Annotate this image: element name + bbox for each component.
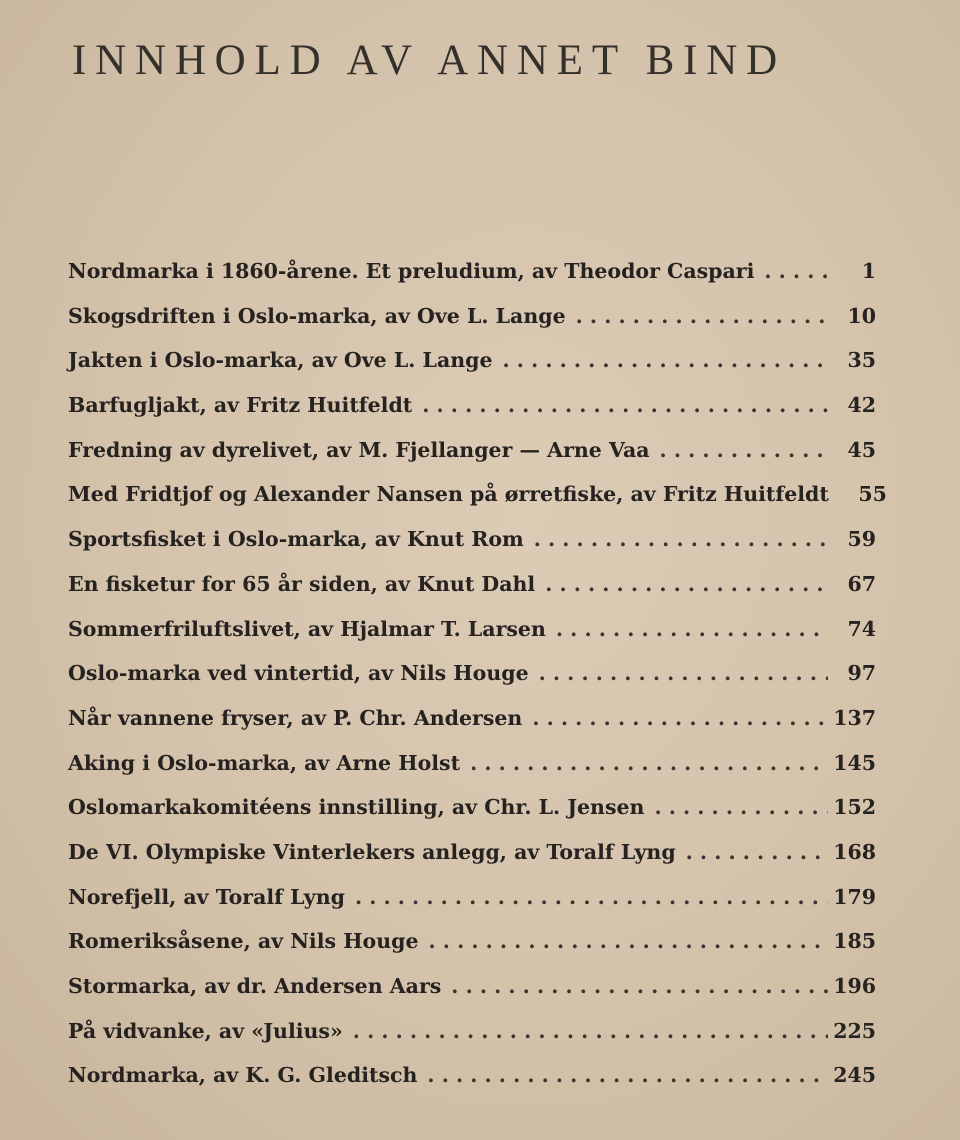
toc-entry-title: De VI. Olympiske Vinterlekers anlegg, av Toralf Lyng bbox=[68, 839, 676, 864]
toc-entry-title: Sportsfisket i Oslo-marka, av Knut Rom bbox=[68, 527, 524, 552]
dot-leader bbox=[532, 706, 828, 730]
dot-leader bbox=[451, 974, 828, 998]
toc-entry-title: Nordmarka i 1860-årene. Et preludium, av Theodor Caspari bbox=[68, 259, 755, 283]
toc-entry bbox=[68, 929, 876, 974]
toc-entry bbox=[68, 438, 876, 483]
toc-entry-title: Norefjell, av Toralf Lyng bbox=[68, 884, 345, 909]
toc-entry-title: På vidvanke, av «Julius» bbox=[68, 1018, 343, 1043]
toc-page-number: 179 bbox=[833, 884, 876, 909]
toc-entry-title: Barfugljakt, av Fritz Huitfeldt bbox=[68, 393, 413, 418]
toc-entry-title: Sommerfriluftslivet, av Hjalmar T. Larsen bbox=[68, 616, 546, 641]
toc-entry bbox=[68, 393, 876, 438]
toc-entry bbox=[68, 572, 876, 617]
dot-leader bbox=[686, 840, 828, 864]
toc-entry-title: Oslo-marka ved vintertid, av Nils Houge bbox=[68, 661, 529, 686]
table-of-contents bbox=[68, 259, 887, 1108]
toc-page-number: 35 bbox=[847, 348, 876, 373]
toc-page-number: 245 bbox=[833, 1063, 876, 1088]
toc-page-number: 137 bbox=[833, 705, 876, 730]
toc-entry bbox=[68, 1063, 876, 1108]
toc-entry bbox=[68, 527, 876, 572]
toc-page-number: 55 bbox=[858, 482, 887, 507]
toc-entry bbox=[68, 706, 876, 751]
toc-page-number: 10 bbox=[847, 303, 876, 328]
dot-leader bbox=[539, 661, 828, 685]
dot-leader bbox=[470, 751, 828, 775]
dot-leader bbox=[353, 1019, 828, 1043]
toc-entry-title: Stormarka, av dr. Andersen Aars bbox=[68, 974, 442, 998]
toc-page-number: 225 bbox=[833, 1018, 876, 1043]
toc-entry-title: En fisketur for 65 år siden, av Knut Dahl bbox=[68, 571, 536, 596]
toc-entry-title: Skogsdriften i Oslo-marka, av Ove L. Lange bbox=[68, 303, 566, 328]
dot-leader bbox=[545, 572, 828, 596]
toc-entry bbox=[68, 795, 876, 840]
toc-page-number: 185 bbox=[833, 929, 876, 954]
toc-entry-title: Med Fridtjof og Alexander Nansen på ørretfiske, av Fritz Huitfeldt bbox=[68, 482, 829, 507]
toc-page-number: 42 bbox=[847, 393, 876, 418]
toc-page-number: 1 bbox=[861, 259, 876, 283]
toc-page-number: 168 bbox=[833, 839, 876, 864]
toc-entry bbox=[68, 259, 876, 304]
dot-leader bbox=[654, 795, 828, 819]
toc-entry bbox=[68, 885, 876, 930]
dot-leader bbox=[556, 617, 828, 641]
toc-entry-title: Oslomarkakomitéens innstilling, av Chr. L. Jensen bbox=[68, 795, 645, 820]
toc-entry bbox=[68, 751, 876, 796]
toc-entry-title: Fredning av dyrelivet, av M. Fjellanger — Arne Vaa bbox=[68, 437, 650, 462]
dot-leader bbox=[422, 393, 828, 417]
toc-page-number: 97 bbox=[847, 661, 876, 686]
dot-leader bbox=[534, 527, 828, 551]
toc-entry bbox=[68, 1019, 876, 1064]
toc-entry bbox=[68, 974, 876, 1019]
toc-page-number: 145 bbox=[833, 750, 876, 775]
dot-leader bbox=[427, 1063, 828, 1087]
toc-entry bbox=[68, 348, 876, 393]
dot-leader bbox=[660, 438, 828, 462]
toc-entry bbox=[68, 304, 876, 349]
toc-entry bbox=[68, 661, 876, 706]
toc-entry bbox=[68, 482, 887, 527]
toc-entry-title: Når vannene fryser, av P. Chr. Andersen bbox=[68, 705, 523, 730]
toc-entry-title: Jakten i Oslo-marka, av Ove L. Lange bbox=[68, 348, 493, 373]
toc-page-number: 74 bbox=[847, 616, 876, 641]
toc-entry-title: Nordmarka, av K. G. Gleditsch bbox=[68, 1063, 418, 1088]
toc-page-number: 59 bbox=[847, 527, 876, 552]
toc-page-number: 45 bbox=[847, 437, 876, 462]
page-title: INNHOLD AV ANNET BIND bbox=[72, 37, 786, 84]
dot-leader bbox=[764, 259, 828, 283]
toc-entry bbox=[68, 617, 876, 662]
dot-leader bbox=[503, 348, 828, 372]
dot-leader bbox=[576, 304, 828, 328]
dot-leader bbox=[429, 929, 828, 953]
toc-page-number: 67 bbox=[847, 571, 876, 596]
toc-page-number: 152 bbox=[833, 795, 876, 820]
toc-entry-title: Aking i Oslo-marka, av Arne Holst bbox=[68, 750, 461, 775]
dot-leader bbox=[355, 885, 828, 909]
toc-entry bbox=[68, 840, 876, 885]
toc-page-number: 196 bbox=[833, 974, 876, 998]
toc-entry-title: Romeriksåsene, av Nils Houge bbox=[68, 929, 419, 954]
